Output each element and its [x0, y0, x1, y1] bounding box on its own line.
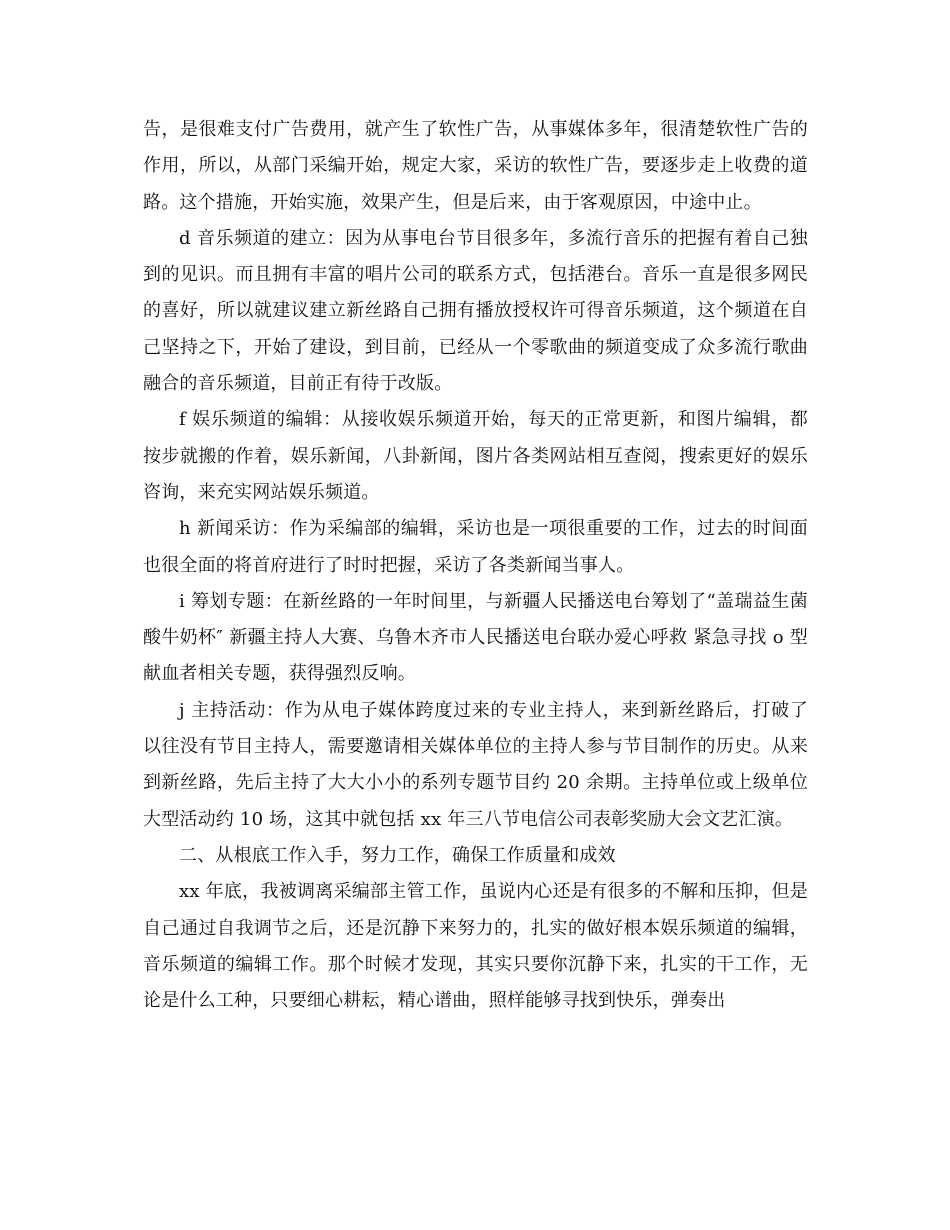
document-body	[143, 112, 808, 1019]
paragraph-music-channel: d 音乐频道的建立：因为从事电台节目很多年，多流行音乐的把握有着自己独到的见识。而且拥有丰富的唱片公司的联系方式，包括港台。音乐一直是很多网民的喜好，所以就建议建立新丝路自己拥有播放授权许可得音乐频道，这个频道在自己坚持之下，开始了建设，到目前，已经从一个零歌曲的频道变成了众多流行歌曲融合的音乐频道，目前正有待于改版。	[143, 227, 808, 395]
section-heading-two: 二、从根底工作入手，努力工作，确保工作质量和成效	[179, 844, 616, 866]
paragraph-entertainment-channel: f 娱乐频道的编辑：从接收娱乐频道开始，每天的正常更新，和图片编辑，都按步就搬的作着，娱乐新闻，八卦新闻，图片各类网站相互查阅，搜索更好的娱乐咨询，来充实网站娱乐频道。	[143, 409, 808, 503]
paragraph-hosting-activities: j 主持活动：作为从电子媒体跨度过来的专业主持人，来到新丝路后，打破了以往没有节目主持人，需要邀请相关媒体单位的主持人参与节目制作的历史。从来到新丝路，先后主持了大大小小的系列专题节目约 20 余期。主持单位或上级单位大型活动约 10 场，这其中就包括 xx 年三八节电信公司表彰奖励大会文艺汇演。	[143, 699, 808, 830]
paragraph-special-topics: i 筹划专题：在新丝路的一年时间里，与新疆人民播送电台筹划了“盖瑞益生菌酸牛奶杯″ 新疆主持人大赛、乌鲁木齐市人民播送电台联办爱心呼救 紧急寻找 o 型献血者相关专题，获得强烈反响。	[143, 590, 808, 685]
paragraph-soft-ads-continued: 告，是很难支付广告费用，就产生了软性广告，从事媒体多年，很清楚软性广告的作用，所以，从部门采编开始，规定大家，采访的软性广告，要逐步走上收费的道路。这个措施，开始实施，效果产生，但是后来，由于客观原因，中途中止。	[143, 119, 808, 213]
paragraph-news-interview: h 新闻采访：作为采编部的编辑，采访也是一项很重要的工作，过去的时间面也很全面的将首府进行了时时把握，采访了各类新闻当事人。	[143, 518, 808, 576]
paragraph-transfer-work: xx 年底，我被调离采编部主管工作，虽说内心还是有很多的不解和压抑，但是自己通过自我调节之后，还是沉静下来努力的，扎实的做好根本娱乐频道的编辑，音乐频道的编辑工作。那个时候才发现，其实只要你沉静下来，扎实的干工作，无论是什么工种，只要细心耕耘，精心谱曲，照样能够寻找到快乐，弹奏出	[143, 881, 808, 1012]
